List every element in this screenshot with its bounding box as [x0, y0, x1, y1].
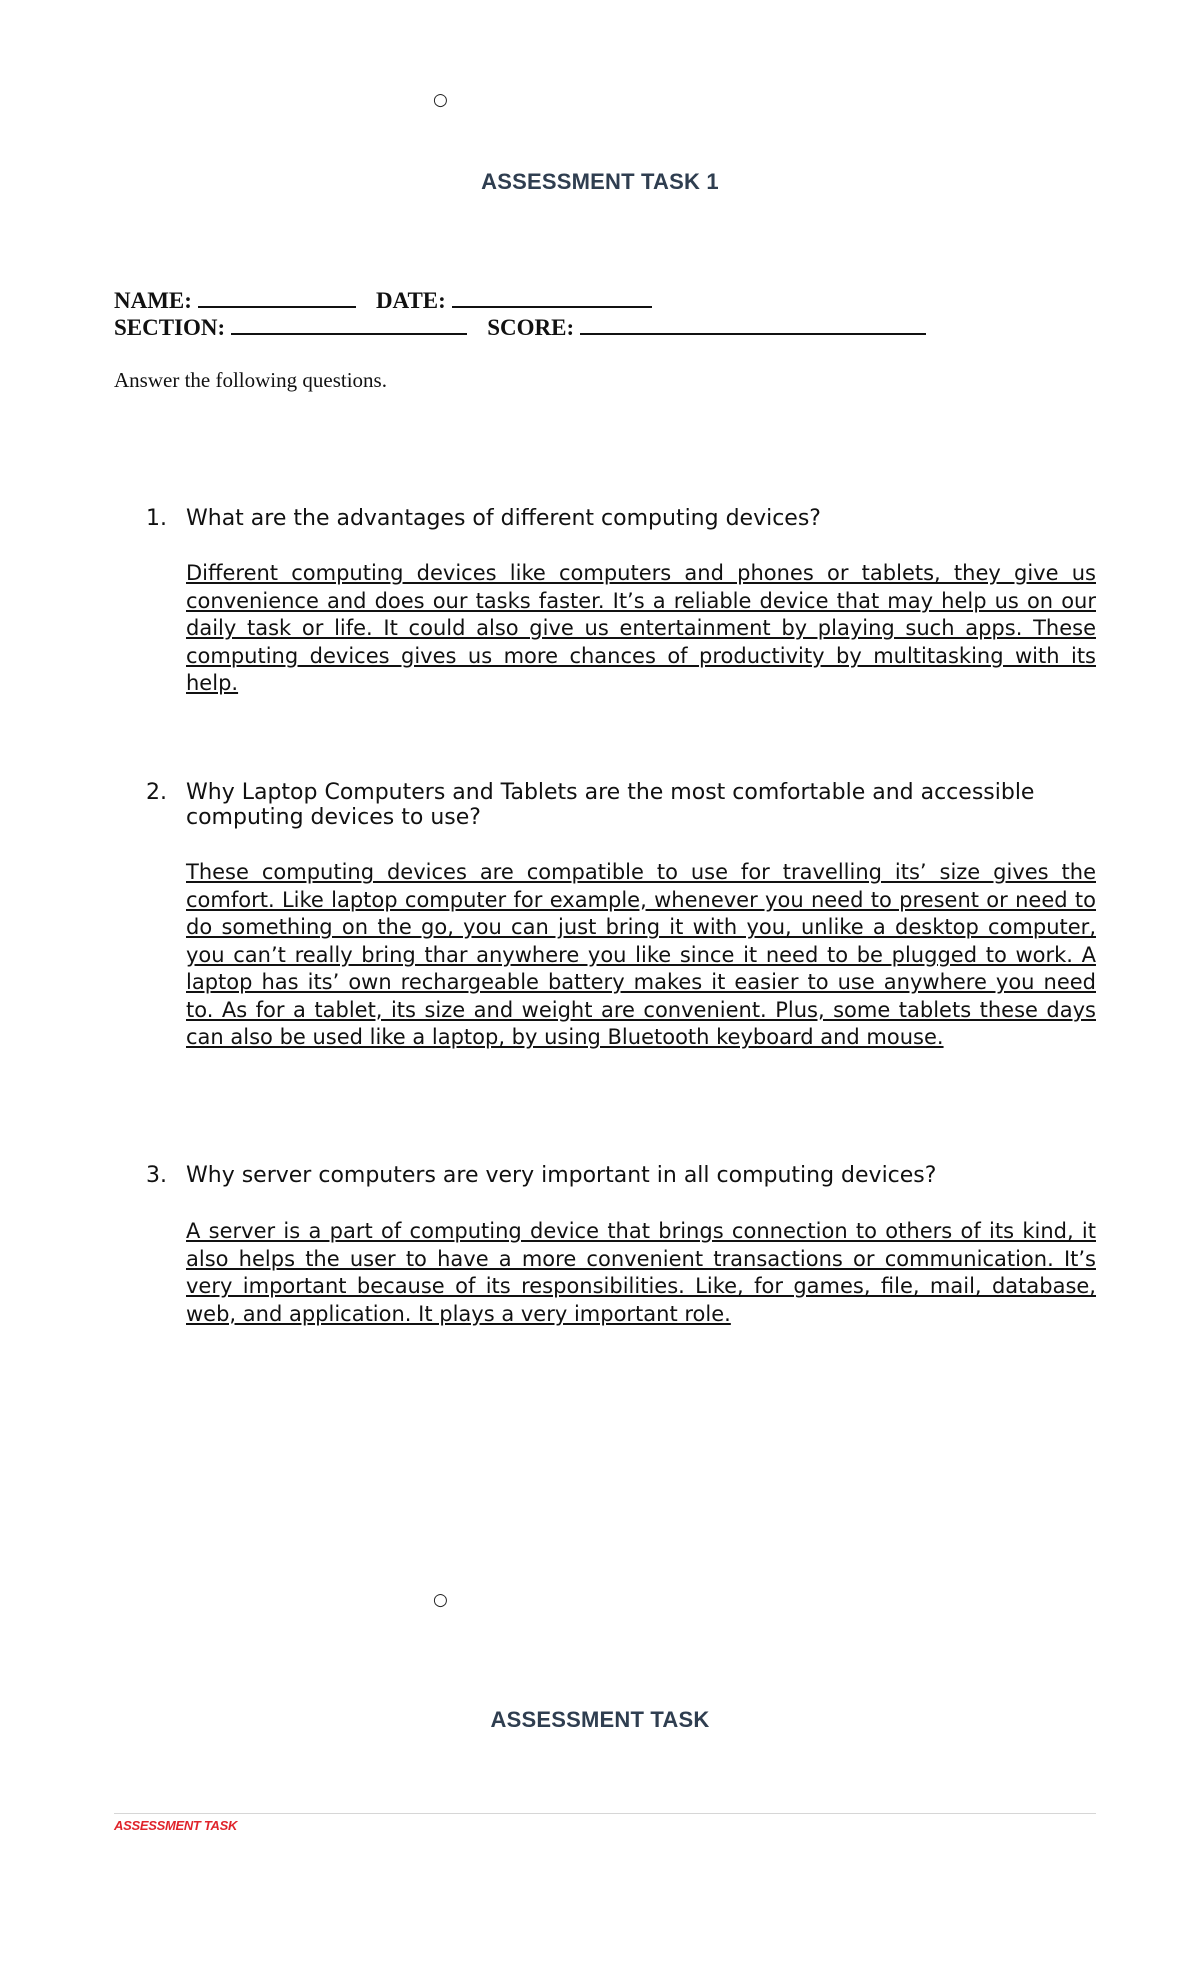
section-field[interactable]: [231, 313, 467, 335]
section-label: SECTION:: [114, 315, 226, 340]
question-2: [146, 780, 1096, 830]
question-3: [146, 1163, 1096, 1188]
page-title: ASSESSMENT TASK: [490, 1707, 710, 1732]
question-number: 1.: [146, 506, 167, 531]
answer-1: Different computing devices like computers and phones or tablets, they give us convenience and does our tasks faster. It’s a reliable device that may help us on our daily task or life. It could also give us entertainment by playing such apps. These computing devices gives us more chances of productivity by multitasking with its help.: [186, 561, 1096, 695]
footer-divider: [114, 1813, 1096, 1814]
name-label: NAME:: [114, 288, 192, 313]
question-text: What are the advantages of different computing devices?: [186, 506, 821, 531]
name-field[interactable]: [198, 286, 356, 308]
answer-3: A server is a part of computing device that brings connection to others of its kind, it also helps the user to have a more convenient transactions or communication. It’s very important because of its responsibilities. Like, for games, file, mail, database, web, and application. It plays a very important role.: [186, 1219, 1096, 1326]
question-text: Why server computers are very important in all computing devices?: [186, 1163, 937, 1188]
question-number: 3.: [146, 1163, 167, 1188]
question-1: [146, 506, 1096, 531]
question-text: Why Laptop Computers and Tablets are the most comfortable and accessible computing devices to use?: [186, 780, 1035, 830]
instruction-text: Answer the following questions.: [114, 368, 387, 392]
page-title: ASSESSMENT TASK 1: [481, 169, 719, 194]
answer-2: These computing devices are compatible to use for travelling its’ size gives the comfort. Like laptop computer for example, whenever you need to present or need to do something on the go, you can just bring it with you, unlike a desktop computer, you can’t really bring thar anywhere you like since it need to be plugged to work. A laptop has its’ own rechargeable battery makes it easier to use anywhere you need to. As for a tablet, its size and weight are convenient. Plus, some tablets these days can also be used like a laptop, by using Bluetooth keyboard and mouse.: [186, 860, 1096, 1049]
info-row-section-score: [114, 313, 946, 341]
date-label: DATE:: [375, 288, 446, 313]
score-label: SCORE:: [487, 315, 575, 340]
footer-label: ASSESSMENT TASK: [114, 1818, 238, 1833]
question-number: 2.: [146, 780, 167, 805]
date-field[interactable]: [452, 286, 652, 308]
score-field[interactable]: [580, 313, 926, 335]
bullet-marker: ○: [433, 90, 448, 110]
info-row-name-date: [114, 286, 672, 314]
bullet-marker: ○: [433, 1590, 448, 1610]
